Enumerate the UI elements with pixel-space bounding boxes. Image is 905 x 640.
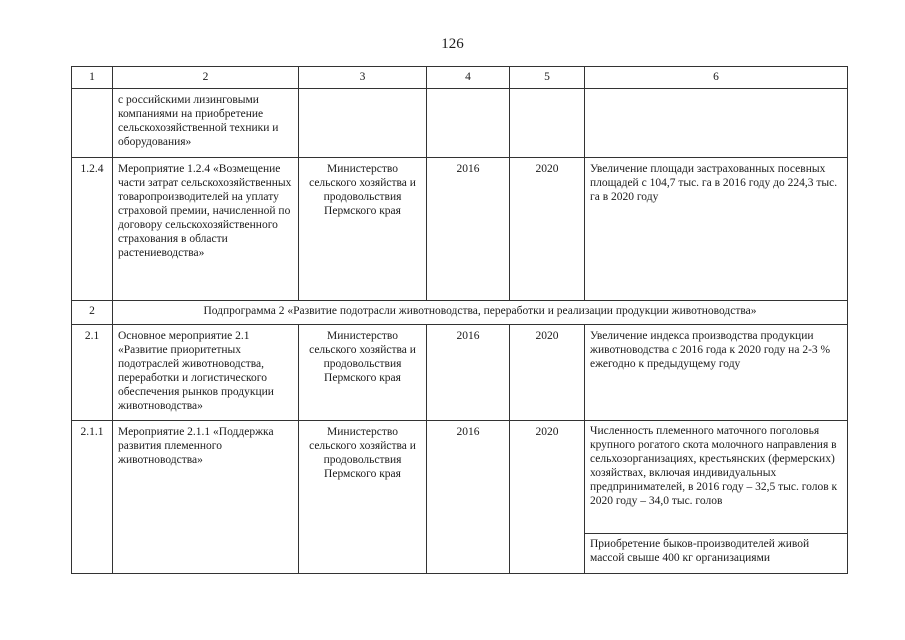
row-name: Мероприятие 1.2.4 «Возмещение части затрат сельскохозяйственных товаропроизводителей на уплату страховой премии, начисленной по договору сельскохозяйственного страхования в области растениеводства» bbox=[113, 158, 299, 301]
row-end bbox=[510, 89, 585, 158]
row-org: Министерство сельского хозяйства и продовольствия Пермского края bbox=[299, 421, 427, 574]
row-result-secondary: Приобретение быков-производителей живой массой свыше 400 кг организациями bbox=[590, 538, 810, 564]
subprogram-number: 2 bbox=[72, 301, 113, 325]
header-col-4: 4 bbox=[427, 67, 510, 89]
table-row bbox=[72, 89, 848, 158]
row-org bbox=[299, 89, 427, 158]
row-start bbox=[427, 89, 510, 158]
page-number: 126 bbox=[441, 36, 464, 52]
row-name: с российскими лизинговыми компаниями на приобретение сельскохозяйственной техники и оборудования» bbox=[113, 89, 299, 158]
subprogram-row bbox=[72, 301, 848, 325]
row-org: Министерство сельского хозяйства и продовольствия Пермского края bbox=[299, 158, 427, 301]
row-result bbox=[585, 421, 848, 574]
row-start: 2016 bbox=[427, 158, 510, 301]
row-number: 2.1.1 bbox=[72, 421, 113, 574]
row-number: 2.1 bbox=[72, 325, 113, 421]
header-col-6: 6 bbox=[585, 67, 848, 89]
row-end: 2020 bbox=[510, 158, 585, 301]
row-result-primary: Численность племенного маточного поголовья крупного рогатого скота молочного направления в сельхозорганизациях, крестьянских (фермерских) хозяйствах, включая индивидуальных предпринимателей, в 2016 году – 32,5 тыс. голов к 2020 году – 34,0 тыс. голов bbox=[585, 421, 847, 534]
table-row bbox=[72, 421, 848, 574]
row-start: 2016 bbox=[427, 421, 510, 574]
row-result bbox=[585, 89, 848, 158]
header-row bbox=[72, 67, 848, 89]
table-row bbox=[72, 158, 848, 301]
subprogram-title: Подпрограмма 2 «Развитие подотрасли животноводства, переработки и реализации продукции животноводства» bbox=[113, 301, 848, 325]
row-name: Мероприятие 2.1.1 «Поддержка развития племенного животноводства» bbox=[113, 421, 299, 574]
table-row bbox=[72, 325, 848, 421]
row-name: Основное мероприятие 2.1 «Развитие приоритетных подотраслей животноводства, переработки и логистического обеспечения рынков продукции животноводства» bbox=[113, 325, 299, 421]
row-end: 2020 bbox=[510, 325, 585, 421]
row-org: Министерство сельского хозяйства и продовольствия Пермского края bbox=[299, 325, 427, 421]
header-col-2: 2 bbox=[113, 67, 299, 89]
row-start: 2016 bbox=[427, 325, 510, 421]
row-result: Увеличение площади застрахованных посевных площадей с 104,7 тыс. га в 2016 году до 224,3 тыс. га в 2020 году bbox=[585, 158, 848, 301]
program-table bbox=[71, 66, 848, 574]
header-col-5: 5 bbox=[510, 67, 585, 89]
row-number: 1.2.4 bbox=[72, 158, 113, 301]
header-col-3: 3 bbox=[299, 67, 427, 89]
header-col-1: 1 bbox=[72, 67, 113, 89]
row-result: Увеличение индекса производства продукции животноводства с 2016 года к 2020 году на 2-3 % ежегодно к предыдущему году bbox=[585, 325, 848, 421]
row-end: 2020 bbox=[510, 421, 585, 574]
row-number bbox=[72, 89, 113, 158]
